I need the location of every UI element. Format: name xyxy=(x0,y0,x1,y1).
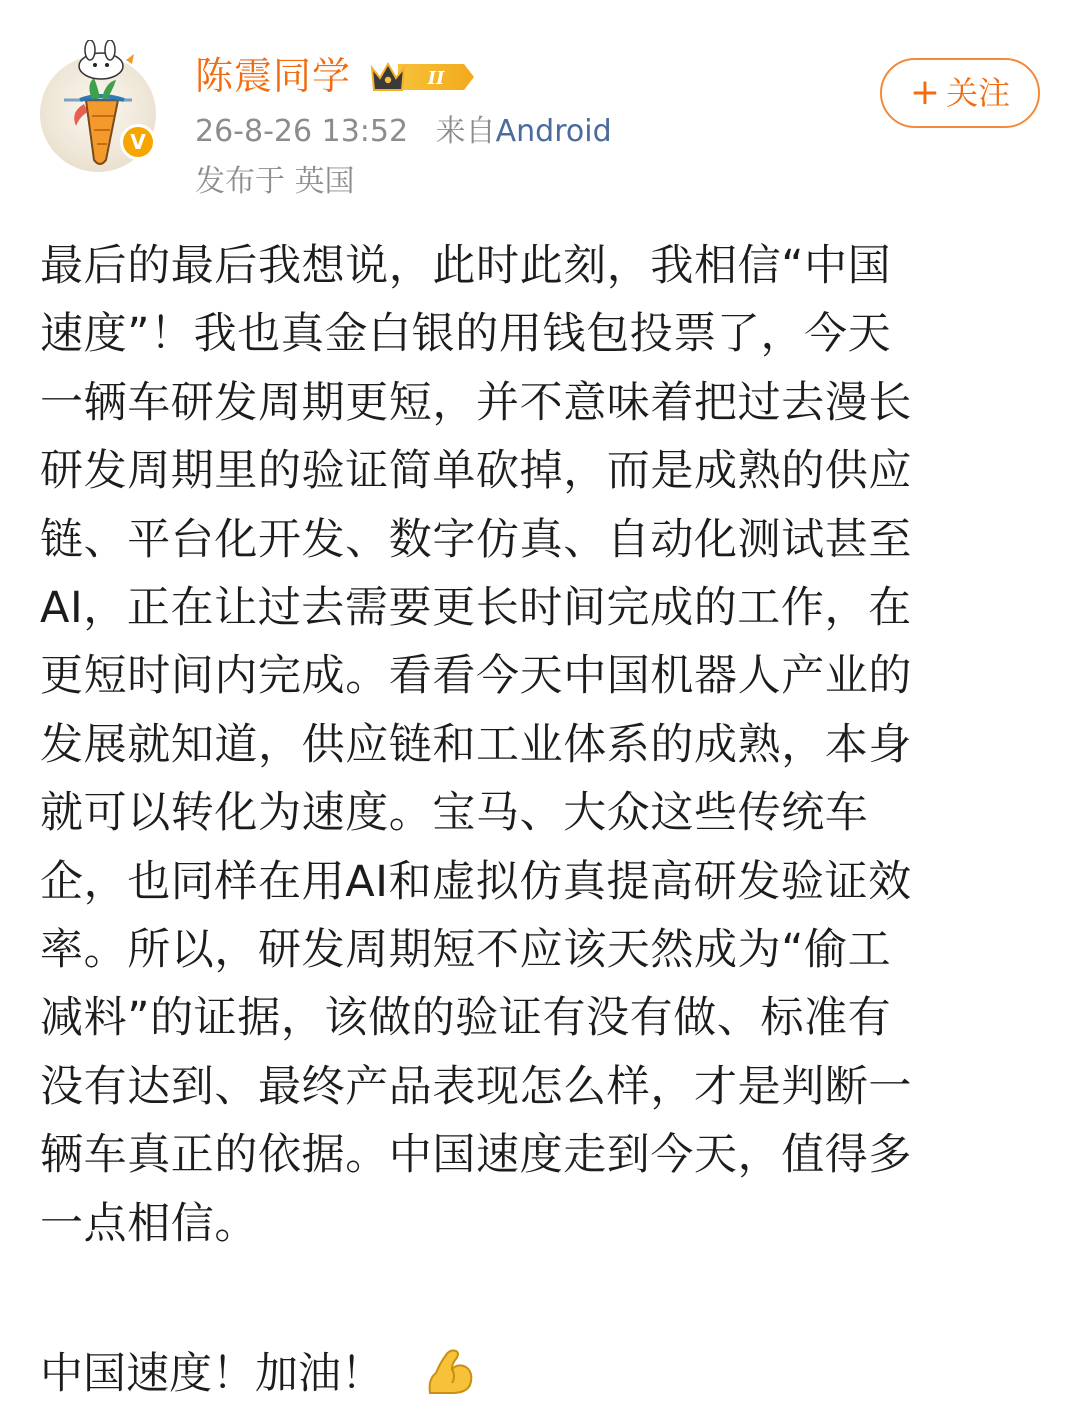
post-text-line: AI，正在让过去需要更长时间完成的工作，在 xyxy=(40,583,912,634)
level-badge-text: II xyxy=(427,68,445,89)
user-name[interactable]: 陈震同学 xyxy=(195,54,352,98)
post-text-line: 更短时间内完成。看看今天中国机器人产业的 xyxy=(40,651,912,702)
post-body xyxy=(40,232,1040,1258)
post-text-line: 一点相信。 xyxy=(40,1198,258,1249)
post-footer-text: 中国速度！加油！ xyxy=(40,1349,384,1399)
post-text-line: 辆车真正的依据。中国速度走到今天，值得多 xyxy=(40,1130,912,1181)
post-text-line: 减料”的证据，该做的验证有没有做、标准有 xyxy=(40,993,892,1044)
source-link[interactable]: Android xyxy=(495,114,612,149)
post-text-line: 企，也同样在用AI和虚拟仿真提高研发验证效 xyxy=(40,856,912,907)
post-text-line: 最后的最后我想说，此时此刻，我相信“中国 xyxy=(40,241,892,291)
post-text-line: 研发周期里的验证简单砍掉，而是成熟的供应 xyxy=(40,446,912,497)
follow-button[interactable] xyxy=(880,58,1040,128)
post-text-line: 发展就知道，供应链和工业体系的成熟，本身 xyxy=(40,719,912,770)
post-header xyxy=(0,0,1080,220)
plus-icon: + xyxy=(909,72,941,113)
bunny-icon xyxy=(66,40,136,80)
post-text-line: 就可以转化为速度。宝马、大众这些传统车 xyxy=(40,788,869,839)
post-timestamp: 26-8-26 13:52 xyxy=(195,114,409,149)
post-text-line: 一辆车研发周期更短，并不意味着把过去漫长 xyxy=(40,377,912,428)
post-text-line: 速度”！我也真金白银的用钱包投票了，今天 xyxy=(40,309,892,360)
post-text-line: 率。所以，研发周期短不应该天然成为“偷工 xyxy=(40,925,892,976)
follow-button-label: 关注 xyxy=(946,74,1011,112)
post-location: 发布于 英国 xyxy=(195,164,355,199)
source-prefix: 来自 xyxy=(435,114,496,149)
flexed-biceps-icon xyxy=(422,1343,478,1399)
post-footer xyxy=(40,1340,478,1408)
verified-badge: V xyxy=(120,124,156,160)
post-text-line: 没有达到、最终产品表现怎么样，才是判断一 xyxy=(40,1061,912,1112)
post-meta xyxy=(195,110,612,154)
avatar[interactable] xyxy=(40,42,160,162)
crown-level-badge-icon xyxy=(368,56,478,98)
post-text-line: 链、平台化开发、数字仿真、自动化测试甚至 xyxy=(40,514,912,565)
